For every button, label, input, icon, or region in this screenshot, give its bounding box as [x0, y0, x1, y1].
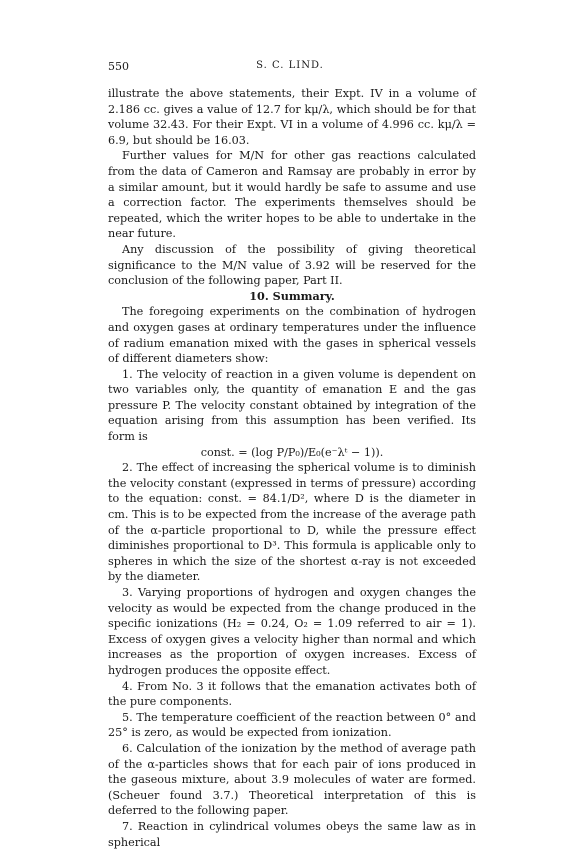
- body-text: [108, 86, 476, 850]
- paragraph-2: Further values for M/N for other gas reactions calculated from the data of Cameron and Ramsay are probably in error by a similar amount, but it would hardly be safe to assume and use a correction factor. The experiments themselves should be repeated, which the writer hopes to be able to undertake in the near future.: [108, 149, 476, 241]
- summary-item-7: 7. Reaction in cylindrical volumes obeys the same law as in spherical: [108, 819, 476, 849]
- summary-heading: 10. Summary.: [249, 288, 335, 303]
- summary-item-2: 2. The effect of increasing the spherical volume is to diminish the velocity constant (expressed in terms of pressure) according to the equation: const. = 84.1/D², where D is the diameter in cm. This is to be expected from the increase of the average path of the α-particle proportional to D, while the pressure effect diminishes proportional to D³. This formula is applicable only to spheres in which the size of the shortest α-ray is not exceeded by the diameter.: [108, 461, 476, 584]
- summary-item-3: 3. Varying proportions of hydrogen and oxygen changes the velocity as would be expected from the change produced in the specific ionizations (H₂ = 0.24, O₂ = 1.09 referred to air = 1). Excess of oxygen gives a velocity higher than normal and which increases as the proportion of oxygen increases. Excess of hydrogen produces the opposite effect.: [108, 586, 476, 677]
- summary-item-4: 4. From No. 3 it follows that the emanation activates both of the pure components.: [108, 679, 476, 709]
- paragraph-3: Any discussion of the possibility of giving theoretical significance to the M/N value of 3.92 will be reserved for the conclusion of the following paper, Part II.: [108, 242, 476, 288]
- summary-item-1: 1. The velocity of reaction in a given volume is dependent on two variables only, the quantity of emanation E and the gas pressure P. The velocity constant obtained by integration of the equation arising from this assumption has been verified. Its form is: [108, 367, 476, 444]
- summary-item-5: 5. The temperature coefficient of the reaction between 0° and 25° is zero, as would be expected from ionization.: [108, 710, 476, 740]
- page-number: 550: [108, 60, 129, 73]
- page-header: [108, 60, 472, 78]
- running-head: S. C. LIND.: [256, 60, 324, 71]
- velocity-formula: const. = (log P/P₀)/E₀(e⁻λᵗ − 1)).: [200, 445, 384, 459]
- summary-item-6: 6. Calculation of the ionization by the method of average path of the α-particles shows that for each pair of ions produced in the gaseous mixture, about 3.9 molecules of water are formed. (Scheuer found 3.7.) Theoretical interpretation of this is deferred to the following paper.: [108, 741, 476, 818]
- paragraph-1: illustrate the above statements, their Expt. IV in a volume of 2.186 cc. gives a value of 12.7 for kμ/λ, which should be for that volume 32.43. For their Expt. VI in a volume of 4.996 cc. kμ/λ = 6.9, but should be 16.03.: [108, 87, 476, 147]
- paragraph-4: The foregoing experiments on the combination of hydrogen and oxygen gases at ordinary temperatures under the influence of radium emanation mixed with the gases in spherical vessels of different diameters show:: [108, 305, 476, 366]
